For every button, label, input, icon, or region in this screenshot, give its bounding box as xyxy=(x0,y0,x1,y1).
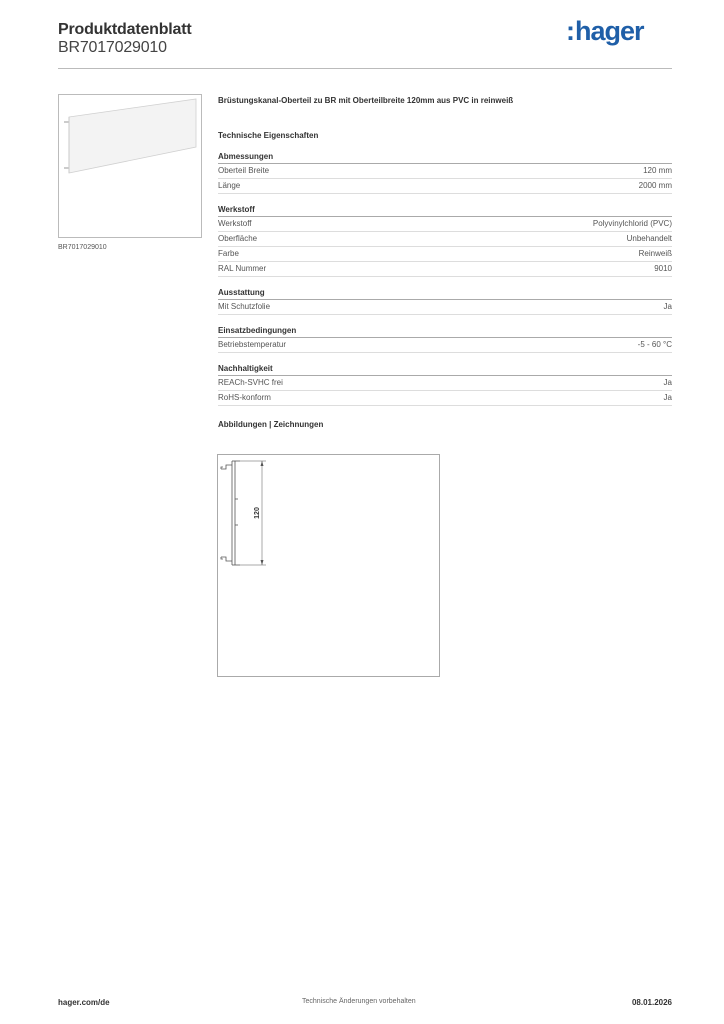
table-row xyxy=(218,262,672,277)
row-value: Reinweiß xyxy=(638,249,672,258)
product-description: Brüstungskanal-Oberteil zu BR mit Oberteilbreite 120mm aus PVC in reinweiß xyxy=(218,96,514,105)
row-label: Mit Schutzfolie xyxy=(218,302,271,311)
row-label: Oberfläche xyxy=(218,234,258,243)
row-label: Länge xyxy=(218,181,241,190)
section-abmessungen xyxy=(218,152,672,194)
dimension-label: 120 xyxy=(254,507,261,519)
section-title: Werkstoff xyxy=(218,205,672,217)
row-value: Unbehandelt xyxy=(626,234,672,243)
row-label: Betriebstemperatur xyxy=(218,340,287,349)
row-value: Ja xyxy=(663,378,672,387)
technical-drawing xyxy=(217,454,440,677)
product-image xyxy=(58,94,202,238)
row-label: RoHS-konform xyxy=(218,393,271,402)
row-value: Polyvinylchlorid (PVC) xyxy=(592,219,672,228)
row-value: 9010 xyxy=(654,264,672,273)
logo-text: hager xyxy=(575,16,644,46)
row-value: 2000 mm xyxy=(638,181,672,190)
profile-drawing xyxy=(218,455,439,676)
section-title: Nachhaltigkeit xyxy=(218,364,672,376)
section-title: Einsatzbedingungen xyxy=(218,326,672,338)
hager-logo: :hager xyxy=(566,16,644,46)
table-row xyxy=(218,300,672,315)
row-label: REACh-SVHC frei xyxy=(218,378,283,387)
row-value: Ja xyxy=(663,393,672,402)
table-row xyxy=(218,164,672,179)
section-werkstoff xyxy=(218,205,672,277)
section-einsatzbedingungen xyxy=(218,326,672,353)
table-row xyxy=(218,179,672,194)
table-row xyxy=(218,391,672,406)
table-row xyxy=(218,247,672,262)
row-value: Ja xyxy=(663,302,672,311)
figures-heading: Abbildungen | Zeichnungen xyxy=(218,420,324,429)
table-row xyxy=(218,217,672,232)
product-details xyxy=(218,96,672,429)
row-label: Oberteil Breite xyxy=(218,166,270,175)
row-label: Farbe xyxy=(218,249,239,258)
section-ausstattung xyxy=(218,288,672,315)
table-row xyxy=(218,376,672,391)
header-divider xyxy=(58,68,672,69)
row-value: 120 mm xyxy=(643,166,672,175)
table-row xyxy=(218,232,672,247)
article-number: BR7017029010 xyxy=(58,39,167,56)
table-row xyxy=(218,338,672,353)
image-caption: BR7017029010 xyxy=(58,244,107,251)
row-label: Werkstoff xyxy=(218,219,252,228)
row-value: -5 - 60 °C xyxy=(637,340,672,349)
page-title: Produktdatenblatt xyxy=(58,21,192,38)
technical-heading: Technische Eigenschaften xyxy=(218,131,319,140)
row-label: RAL Nummer xyxy=(218,264,267,273)
section-title: Abmessungen xyxy=(218,152,672,164)
footer-date: 08.01.2026 xyxy=(631,998,672,1007)
footer-notice: Technische Änderungen vorbehalten xyxy=(302,998,416,1005)
section-nachhaltigkeit xyxy=(218,364,672,406)
product-panel-illustration xyxy=(59,95,201,237)
section-title: Ausstattung xyxy=(218,288,672,300)
footer-website-link[interactable]: hager.com/de xyxy=(58,998,110,1007)
